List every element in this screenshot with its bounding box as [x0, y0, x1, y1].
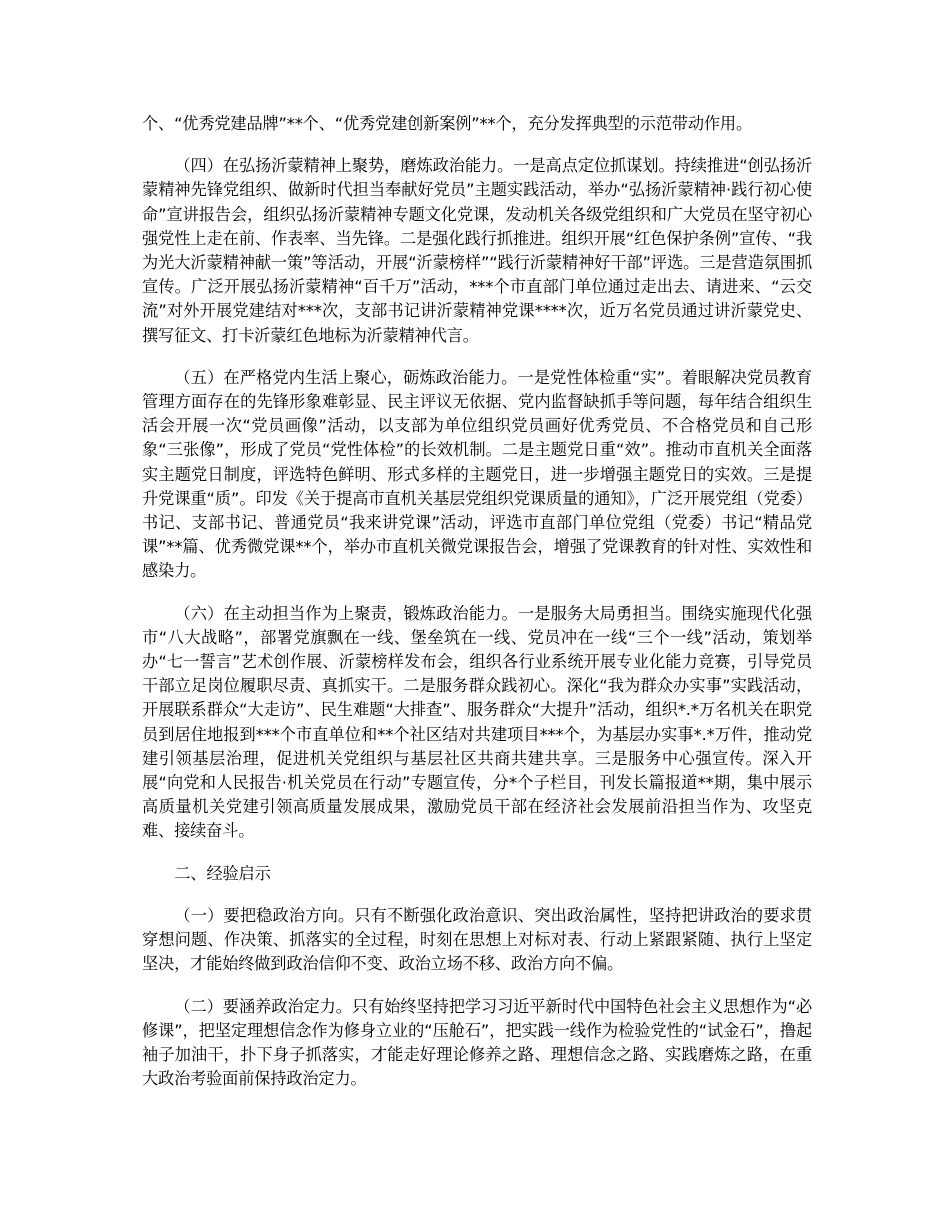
paragraph-section-6: （六）在主动担当作为上聚责，锻炼政治能力。一是服务大局勇担当。围绕实施现代化强市“八大战略”，部署党旗飘在一线、堡垒筑在一线、党员冲在一线“三个一线”活动，策划举办“七一誓言”艺术创作展、沂蒙榜样发布会，组织各行业系统开展专业化能力竞赛，引导党员干部立足岗位履职尽责、真抓实干。二是服务群众践初心。深化“我为群众办实事”实践活动，开展联系群众“大走访”、民生难题“大排查”、服务群众“大提升”活动，组织*.*万名机关在职党员到居住地报到***个市直单位和**个社区结对共建项目***个，为基层办实事*.*万件，推动党建引领基层治理，促进机关党组织与基层社区共商共建共享。三是服务中心强宣传。深入开展“向党和人民报告·机关党员在行动”专题宣传，分*个子栏目，刊发长篇报道**期，集中展示高质量机关党建引领高质量发展成果，激励党员干部在经济社会发展前沿担当作为、攻坚克难、接续奋斗。: [142, 603, 812, 841]
paragraph-continuation: 个、“优秀党建品牌”**个、“优秀党建创新案例”**个，充分发挥典型的示范带动作用。: [142, 114, 752, 133]
paragraph-lesson-1: （一）要把稳政治方向。只有不断强化政治意识、突出政治属性，坚持把讲政治的要求贯穿想问题、作决策、抓落实的全过程，时刻在思想上对标对表、行动上紧跟紧随、执行上坚定坚决，才能始终做到政治信仰不变、政治立场不移、政治方向不偏。: [142, 905, 812, 974]
paragraph-section-5: （五）在严格党内生活上聚心，砺炼政治能力。一是党性体检重“实”。着眼解决党员教育管理方面存在的先锋形象难彰显、民主评议无依据、党内监督缺抓手等问题，每年结合组织生活会开展一次“党员画像”活动，以支部为单位组织党员画好优秀党员、不合格党员和自己形象“三张像”，形成了党员“党性体检”的长效机制。二是主题党日重“效”。推动市直机关全面落实主题党日制度，评选特色鲜明、形式多样的主题党日，进一步增强主题党日的实效。三是提升党课重“质”。印发《关于提高市直机关基层党组织党课质量的通知》，广泛开展党组（党委）书记、支部书记、普通党员“我来讲党课”活动，评选市直部门单位党组（党委）书记“精品党课”**篇、优秀微党课**个，举办市直机关微党课报告会，增强了党课教育的针对性、实效性和感染力。: [142, 367, 812, 581]
document-body: [142, 112, 812, 1109]
section-heading-experience: 二、经验启示: [174, 863, 271, 883]
paragraph-section-4: （四）在弘扬沂蒙精神上聚势，磨炼政治能力。一是高点定位抓谋划。持续推进“创弘扬沂蒙精神先锋党组织、做新时代担当奉献好党员”主题实践活动，举办“弘扬沂蒙精神·践行初心使命”宣讲报告会，组织弘扬沂蒙精神专题文化党课，发动机关各级党组织和广大党员在坚守初心强党性上走在前、作表率、当先锋。二是强化践行抓推进。组织开展“红色保护条例”宣传、“我为光大沂蒙精神献一策”等活动，开展“沂蒙榜样”“践行沂蒙精神好干部”评选。三是营造氛围抓宣传。广泛开展弘扬沂蒙精神“百千万”活动，***个市直部门单位通过走出去、请进来、“云交流”对外开展党建结对***次，支部书记讲沂蒙精神党课****次，近万名党员通过讲沂蒙党史、撰写征文、打卡沂蒙红色地标为沂蒙精神代言。: [142, 156, 812, 345]
paragraph-lesson-2: （二）要涵养政治定力。只有始终坚持把学习习近平新时代中国特色社会主义思想作为“必修课”，把坚定理想信念作为修身立业的“压舱石”，把实践一线作为检验党性的“试金石”，撸起袖子加油干，扑下身子抓落实，才能走好理论修养之路、理想信念之路、实践磨炼之路，在重大政治考验面前保持政治定力。: [142, 996, 812, 1089]
